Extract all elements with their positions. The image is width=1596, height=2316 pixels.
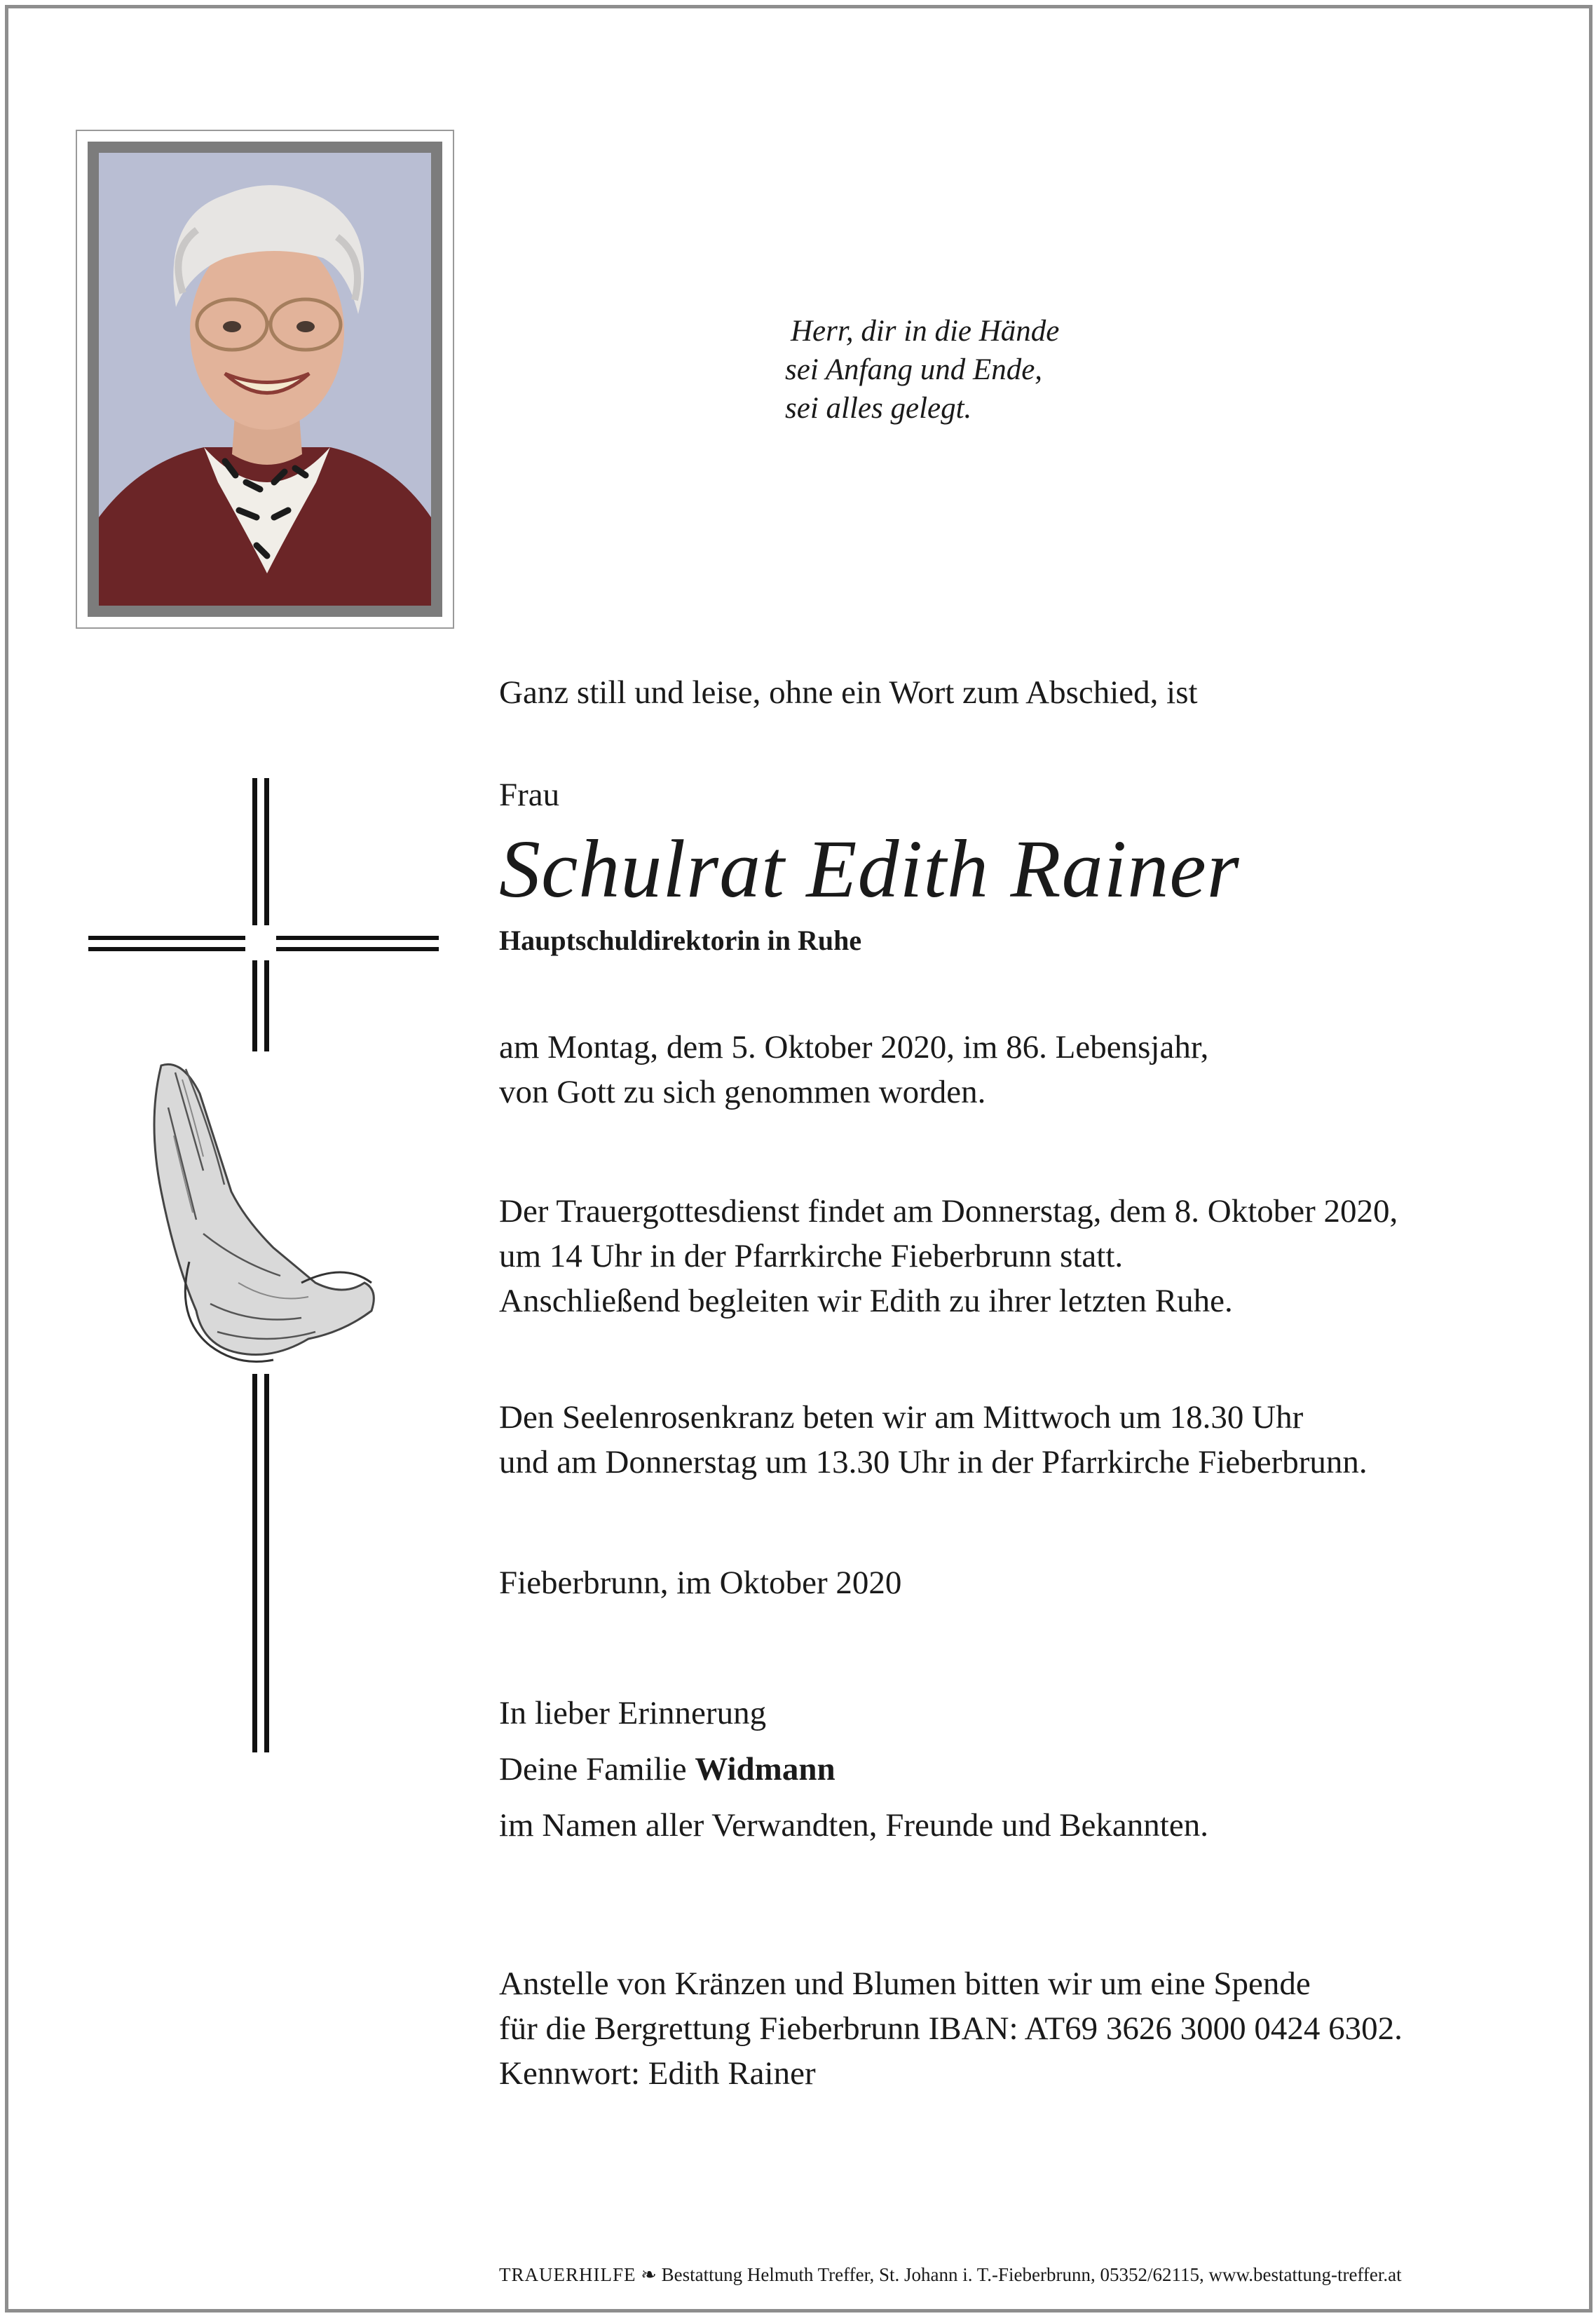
service-line-3: Anschließend begleiten wir Edith zu ihrer letzten Ruhe. xyxy=(499,1283,1233,1319)
footer xyxy=(499,2263,1402,2287)
intro-text: Ganz still und leise, ohne ein Wort zum Abschied, ist xyxy=(499,674,1198,711)
service-notice xyxy=(499,1189,1398,1323)
footer-text: Bestattung Helmuth Treffer, St. Johann i. T.-Fieberbrunn, 05352/62115, www.bestattung-treffer.at xyxy=(661,2264,1402,2285)
donation-notice xyxy=(499,1961,1403,2096)
quote-line-3: sei alles gelegt. xyxy=(785,392,972,425)
family-name: Widmann xyxy=(695,1751,835,1787)
praying-hands-icon xyxy=(133,1051,393,1374)
donation-line-3: Kennwort: Edith Rainer xyxy=(499,2055,816,2092)
death-line-2: von Gott zu sich genommen worden. xyxy=(499,1074,986,1110)
bible-quote xyxy=(785,312,1060,428)
closing-line-2 xyxy=(499,1741,1208,1797)
portrait-frame xyxy=(76,130,454,629)
portrait-photo xyxy=(88,142,442,617)
closing-line-1: In lieber Erinnerung xyxy=(499,1695,767,1731)
closing xyxy=(499,1685,1208,1853)
deceased-title: Hauptschuldirektorin in Ruhe xyxy=(499,925,862,956)
place-date: Fieberbrunn, im Oktober 2020 xyxy=(499,1565,902,1601)
death-notice xyxy=(499,1025,1208,1115)
donation-line-2: für die Bergrettung Fieberbrunn IBAN: AT69 3626 3000 0424 6302. xyxy=(499,2010,1403,2047)
footer-brand: TRAUERHILFE xyxy=(499,2264,636,2285)
service-line-2: um 14 Uhr in der Pfarrkirche Fieberbrunn statt. xyxy=(499,1238,1124,1274)
rosary-line-2: und am Donnerstag um 13.30 Uhr in der Pfarrkirche Fieberbrunn. xyxy=(499,1444,1367,1480)
leaf-icon: ❧ xyxy=(641,2264,657,2285)
closing-line-3: im Namen aller Verwandten, Freunde und Bekannten. xyxy=(499,1807,1208,1844)
rosary-notice xyxy=(499,1395,1367,1485)
quote-line-1: Herr, dir in die Hände xyxy=(791,315,1060,348)
death-line-1: am Montag, dem 5. Oktober 2020, im 86. Lebensjahr, xyxy=(499,1029,1209,1065)
service-line-1: Der Trauergottesdienst findet am Donnerstag, dem 8. Oktober 2020, xyxy=(499,1193,1398,1229)
salutation: Frau xyxy=(499,777,560,813)
family-prefix: Deine Familie xyxy=(499,1751,687,1787)
rosary-line-1: Den Seelenrosenkranz beten wir am Mittwoch um 18.30 Uhr xyxy=(499,1399,1304,1436)
quote-line-2: sei Anfang und Ende, xyxy=(785,353,1043,386)
donation-line-1: Anstelle von Kränzen und Blumen bitten wir um eine Spende xyxy=(499,1966,1311,2002)
portrait-image xyxy=(99,153,431,606)
deceased-name: Schulrat Edith Rainer xyxy=(499,823,1240,915)
